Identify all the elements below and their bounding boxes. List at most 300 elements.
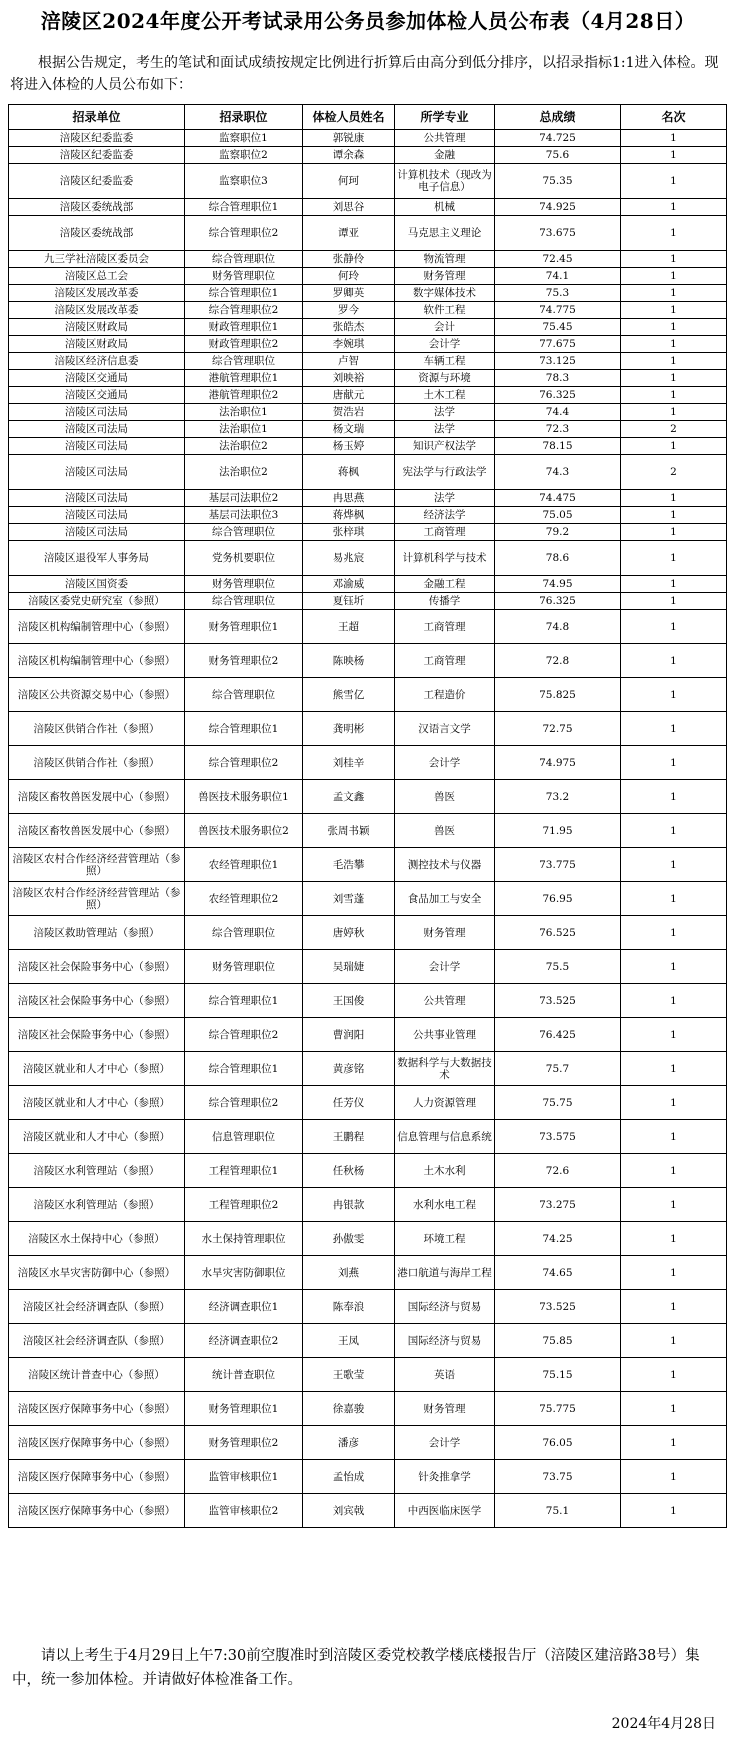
cell-rank: 1 [621, 1154, 727, 1188]
cell-score: 75.85 [495, 1324, 621, 1358]
cell-major: 机械 [395, 199, 495, 216]
cell-unit: 涪陵区机构编制管理中心（参照） [9, 610, 185, 644]
col-header-unit: 招录单位 [9, 105, 185, 130]
cell-major: 国际经济与贸易 [395, 1324, 495, 1358]
cell-unit: 涪陵区畜牧兽医发展中心（参照） [9, 780, 185, 814]
cell-score: 73.75 [495, 1460, 621, 1494]
cell-position: 工程管理职位2 [185, 1188, 303, 1222]
cell-major: 传播学 [395, 593, 495, 610]
cell-position: 综合管理职位2 [185, 1086, 303, 1120]
cell-rank: 1 [621, 916, 727, 950]
cell-name: 刘宾戟 [303, 1494, 395, 1528]
cell-name: 王凤 [303, 1324, 395, 1358]
cell-rank: 1 [621, 404, 727, 421]
cell-major: 数据科学与大数据技术 [395, 1052, 495, 1086]
table-row [9, 147, 727, 164]
table-row [9, 1460, 727, 1494]
cell-score: 74.1 [495, 268, 621, 285]
cell-score: 74.775 [495, 302, 621, 319]
cell-major: 金融 [395, 147, 495, 164]
cell-unit: 涪陵区交通局 [9, 387, 185, 404]
table-row [9, 336, 727, 353]
cell-unit: 涪陵区委统战部 [9, 199, 185, 216]
cell-major: 环境工程 [395, 1222, 495, 1256]
cell-unit: 涪陵区司法局 [9, 404, 185, 421]
cell-position: 综合管理职位1 [185, 285, 303, 302]
cell-major: 软件工程 [395, 302, 495, 319]
cell-position: 统计普查职位 [185, 1358, 303, 1392]
cell-rank: 1 [621, 814, 727, 848]
cell-major: 马克思主义理论 [395, 216, 495, 251]
cell-position: 港航管理职位2 [185, 387, 303, 404]
cell-position: 党务机要职位 [185, 541, 303, 576]
cell-score: 75.15 [495, 1358, 621, 1392]
cell-score: 74.475 [495, 490, 621, 507]
cell-name: 任芳仪 [303, 1086, 395, 1120]
cell-rank: 1 [621, 147, 727, 164]
cell-rank: 1 [621, 882, 727, 916]
cell-score: 75.7 [495, 1052, 621, 1086]
cell-position: 农经管理职位1 [185, 848, 303, 882]
cell-unit: 涪陵区机构编制管理中心（参照） [9, 644, 185, 678]
table-row [9, 490, 727, 507]
cell-major: 宪法学与行政法学 [395, 455, 495, 490]
cell-score: 74.65 [495, 1256, 621, 1290]
cell-major: 公共事业管理 [395, 1018, 495, 1052]
table-row [9, 404, 727, 421]
cell-score: 77.675 [495, 336, 621, 353]
table-row [9, 216, 727, 251]
table-row [9, 1392, 727, 1426]
cell-name: 刘思谷 [303, 199, 395, 216]
cell-position: 综合管理职位2 [185, 746, 303, 780]
table-row [9, 302, 727, 319]
cell-rank: 1 [621, 507, 727, 524]
cell-unit: 涪陵区纪委监委 [9, 147, 185, 164]
table-row [9, 1426, 727, 1460]
cell-score: 79.2 [495, 524, 621, 541]
cell-unit: 涪陵区社会保险事务中心（参照） [9, 984, 185, 1018]
table-row [9, 353, 727, 370]
cell-major: 经济法学 [395, 507, 495, 524]
cell-name: 蒋烨枫 [303, 507, 395, 524]
table-row [9, 164, 727, 199]
cell-name: 易兆宸 [303, 541, 395, 576]
cell-unit: 涪陵区供销合作社（参照） [9, 712, 185, 746]
cell-position: 信息管理职位 [185, 1120, 303, 1154]
cell-rank: 1 [621, 1392, 727, 1426]
cell-major: 土木水利 [395, 1154, 495, 1188]
cell-position: 综合管理职位 [185, 251, 303, 268]
cell-position: 基层司法职位3 [185, 507, 303, 524]
cell-major: 会计 [395, 319, 495, 336]
cell-position: 财务管理职位1 [185, 1392, 303, 1426]
cell-unit: 涪陵区社会保险事务中心（参照） [9, 950, 185, 984]
cell-rank: 1 [621, 285, 727, 302]
table-row [9, 593, 727, 610]
cell-major: 土木工程 [395, 387, 495, 404]
cell-score: 74.925 [495, 199, 621, 216]
table-row [9, 1290, 727, 1324]
cell-name: 熊雪亿 [303, 678, 395, 712]
cell-unit: 涪陵区发展改革委 [9, 302, 185, 319]
cell-major: 法学 [395, 421, 495, 438]
cell-position: 法治职位1 [185, 421, 303, 438]
cell-name: 张周书颖 [303, 814, 395, 848]
cell-position: 工程管理职位1 [185, 1154, 303, 1188]
cell-major: 金融工程 [395, 576, 495, 593]
cell-score: 76.95 [495, 882, 621, 916]
cell-unit: 涪陵区农村合作经济经营管理站（参照） [9, 848, 185, 882]
cell-rank: 2 [621, 421, 727, 438]
cell-name: 王超 [303, 610, 395, 644]
cell-score: 78.6 [495, 541, 621, 576]
cell-position: 财务管理职位 [185, 576, 303, 593]
cell-rank: 1 [621, 251, 727, 268]
cell-rank: 1 [621, 1256, 727, 1290]
table-row [9, 455, 727, 490]
cell-position: 监管审核职位2 [185, 1494, 303, 1528]
cell-score: 74.4 [495, 404, 621, 421]
cell-position: 综合管理职位 [185, 916, 303, 950]
cell-unit: 涪陵区就业和人才中心（参照） [9, 1052, 185, 1086]
cell-major: 人力资源管理 [395, 1086, 495, 1120]
cell-name: 刘燕 [303, 1256, 395, 1290]
cell-name: 吴瑞婕 [303, 950, 395, 984]
cell-position: 法治职位2 [185, 438, 303, 455]
cell-rank: 1 [621, 1324, 727, 1358]
cell-name: 任秋杨 [303, 1154, 395, 1188]
cell-major: 会计学 [395, 1426, 495, 1460]
cell-major: 工商管理 [395, 610, 495, 644]
cell-name: 蒋枫 [303, 455, 395, 490]
table-row [9, 507, 727, 524]
cell-score: 76.05 [495, 1426, 621, 1460]
cell-position: 财政管理职位2 [185, 336, 303, 353]
cell-position: 农经管理职位2 [185, 882, 303, 916]
cell-unit: 涪陵区财政局 [9, 319, 185, 336]
cell-unit: 涪陵区司法局 [9, 524, 185, 541]
cell-unit: 涪陵区水利管理站（参照） [9, 1154, 185, 1188]
cell-major: 水利水电工程 [395, 1188, 495, 1222]
cell-position: 财务管理职位2 [185, 644, 303, 678]
cell-unit: 涪陵区委党史研究室（参照） [9, 593, 185, 610]
cell-unit: 涪陵区退役军人事务局 [9, 541, 185, 576]
cell-major: 工商管理 [395, 644, 495, 678]
cell-rank: 1 [621, 848, 727, 882]
cell-unit: 涪陵区总工会 [9, 268, 185, 285]
cell-major: 法学 [395, 490, 495, 507]
cell-name: 冉银款 [303, 1188, 395, 1222]
cell-unit: 涪陵区司法局 [9, 438, 185, 455]
cell-name: 李婉琪 [303, 336, 395, 353]
cell-position: 法治职位2 [185, 455, 303, 490]
col-header-major: 所学专业 [395, 105, 495, 130]
cell-major: 会计学 [395, 746, 495, 780]
cell-name: 贺浩岩 [303, 404, 395, 421]
cell-rank: 1 [621, 1290, 727, 1324]
cell-name: 杨玉婷 [303, 438, 395, 455]
cell-score: 75.05 [495, 507, 621, 524]
cell-name: 徐嘉骏 [303, 1392, 395, 1426]
cell-name: 卢智 [303, 353, 395, 370]
cell-name: 陈映杨 [303, 644, 395, 678]
cell-major: 英语 [395, 1358, 495, 1392]
table-row [9, 285, 727, 302]
cell-position: 监察职位3 [185, 164, 303, 199]
publish-date: 2024年4月28日 [611, 1716, 716, 1732]
cell-major: 汉语言文学 [395, 712, 495, 746]
cell-unit: 涪陵区财政局 [9, 336, 185, 353]
cell-unit: 涪陵区社会保险事务中心（参照） [9, 1018, 185, 1052]
cell-unit: 涪陵区交通局 [9, 370, 185, 387]
table-row [9, 387, 727, 404]
cell-name: 张皓杰 [303, 319, 395, 336]
cell-unit: 涪陵区纪委监委 [9, 164, 185, 199]
cell-rank: 1 [621, 1120, 727, 1154]
table-header-row [9, 105, 727, 130]
cell-name: 孙傲雯 [303, 1222, 395, 1256]
table-row [9, 370, 727, 387]
cell-major: 中西医临床医学 [395, 1494, 495, 1528]
cell-score: 73.525 [495, 1290, 621, 1324]
cell-rank: 1 [621, 1426, 727, 1460]
cell-unit: 涪陵区公共资源交易中心（参照） [9, 678, 185, 712]
cell-unit: 涪陵区就业和人才中心（参照） [9, 1086, 185, 1120]
results-table [8, 104, 727, 1528]
table-row [9, 541, 727, 576]
cell-position: 水土保持管理职位 [185, 1222, 303, 1256]
cell-rank: 1 [621, 319, 727, 336]
cell-unit: 涪陵区水土保持中心（参照） [9, 1222, 185, 1256]
cell-score: 74.25 [495, 1222, 621, 1256]
cell-score: 76.325 [495, 593, 621, 610]
cell-score: 75.775 [495, 1392, 621, 1426]
cell-score: 75.5 [495, 950, 621, 984]
cell-rank: 1 [621, 353, 727, 370]
cell-rank: 1 [621, 524, 727, 541]
table-row [9, 882, 727, 916]
cell-rank: 2 [621, 455, 727, 490]
cell-position: 综合管理职位2 [185, 1018, 303, 1052]
cell-score: 75.1 [495, 1494, 621, 1528]
cell-rank: 1 [621, 130, 727, 147]
cell-score: 78.3 [495, 370, 621, 387]
cell-rank: 1 [621, 780, 727, 814]
cell-position: 水旱灾害防御职位 [185, 1256, 303, 1290]
cell-name: 张梓琪 [303, 524, 395, 541]
cell-name: 谭亚 [303, 216, 395, 251]
cell-major: 工程造价 [395, 678, 495, 712]
cell-major: 物流管理 [395, 251, 495, 268]
cell-name: 刘映裕 [303, 370, 395, 387]
cell-position: 综合管理职位2 [185, 302, 303, 319]
cell-position: 兽医技术服务职位1 [185, 780, 303, 814]
col-header-name: 体检人员姓名 [303, 105, 395, 130]
cell-rank: 1 [621, 336, 727, 353]
cell-unit: 涪陵区纪委监委 [9, 130, 185, 147]
cell-score: 76.325 [495, 387, 621, 404]
cell-unit: 涪陵区农村合作经济经营管理站（参照） [9, 882, 185, 916]
cell-unit: 涪陵区经济信息委 [9, 353, 185, 370]
cell-score: 73.775 [495, 848, 621, 882]
cell-rank: 1 [621, 370, 727, 387]
table-row [9, 746, 727, 780]
cell-major: 公共管理 [395, 984, 495, 1018]
cell-rank: 1 [621, 1494, 727, 1528]
cell-position: 财务管理职位1 [185, 610, 303, 644]
cell-rank: 1 [621, 541, 727, 576]
cell-major: 港口航道与海岸工程 [395, 1256, 495, 1290]
table-row [9, 1494, 727, 1528]
cell-score: 72.6 [495, 1154, 621, 1188]
cell-name: 唐献元 [303, 387, 395, 404]
cell-name: 孟文鑫 [303, 780, 395, 814]
intro-paragraph: 根据公告规定，考生的笔试和面试成绩按规定比例进行折算后由高分到低分排序，以招录指标1:1进入体检。现将进入体检的人员公布如下： [10, 55, 719, 93]
cell-rank: 1 [621, 1222, 727, 1256]
cell-score: 72.3 [495, 421, 621, 438]
cell-score: 74.725 [495, 130, 621, 147]
cell-name: 何珂 [303, 164, 395, 199]
cell-unit: 涪陵区司法局 [9, 421, 185, 438]
cell-score: 74.95 [495, 576, 621, 593]
cell-name: 王国俊 [303, 984, 395, 1018]
cell-position: 综合管理职位 [185, 678, 303, 712]
table-row [9, 1052, 727, 1086]
cell-rank: 1 [621, 712, 727, 746]
cell-name: 邓渝威 [303, 576, 395, 593]
cell-name: 罗今 [303, 302, 395, 319]
cell-position: 综合管理职位1 [185, 199, 303, 216]
cell-rank: 1 [621, 490, 727, 507]
cell-unit: 涪陵区水旱灾害防御中心（参照） [9, 1256, 185, 1290]
cell-score: 74.975 [495, 746, 621, 780]
table-row [9, 421, 727, 438]
cell-position: 监管审核职位1 [185, 1460, 303, 1494]
cell-major: 会计学 [395, 336, 495, 353]
cell-position: 经济调查职位1 [185, 1290, 303, 1324]
table-row [9, 1358, 727, 1392]
cell-score: 73.525 [495, 984, 621, 1018]
cell-score: 72.45 [495, 251, 621, 268]
cell-position: 综合管理职位1 [185, 1052, 303, 1086]
cell-position: 综合管理职位1 [185, 984, 303, 1018]
cell-name: 刘桂辛 [303, 746, 395, 780]
table-row [9, 814, 727, 848]
cell-major: 食品加工与安全 [395, 882, 495, 916]
cell-unit: 涪陵区救助管理站（参照） [9, 916, 185, 950]
col-header-score: 总成绩 [495, 105, 621, 130]
cell-position: 综合管理职位 [185, 524, 303, 541]
cell-major: 兽医 [395, 780, 495, 814]
cell-name: 郭锐康 [303, 130, 395, 147]
col-header-rank: 名次 [621, 105, 727, 130]
cell-rank: 1 [621, 678, 727, 712]
cell-rank: 1 [621, 1018, 727, 1052]
cell-major: 财务管理 [395, 916, 495, 950]
cell-score: 78.15 [495, 438, 621, 455]
table-row [9, 251, 727, 268]
cell-major: 财务管理 [395, 1392, 495, 1426]
table-row [9, 524, 727, 541]
cell-major: 计算机科学与技术 [395, 541, 495, 576]
col-header-position: 招录职位 [185, 105, 303, 130]
cell-position: 财务管理职位 [185, 268, 303, 285]
cell-unit: 涪陵区司法局 [9, 455, 185, 490]
cell-major: 计算机技术（现改为电子信息） [395, 164, 495, 199]
cell-name: 潘彦 [303, 1426, 395, 1460]
cell-position: 综合管理职位2 [185, 216, 303, 251]
cell-position: 综合管理职位1 [185, 712, 303, 746]
cell-unit: 涪陵区就业和人才中心（参照） [9, 1120, 185, 1154]
cell-name: 冉思燕 [303, 490, 395, 507]
table-row [9, 1154, 727, 1188]
cell-unit: 涪陵区发展改革委 [9, 285, 185, 302]
cell-position: 财政管理职位1 [185, 319, 303, 336]
cell-score: 76.425 [495, 1018, 621, 1052]
table-row [9, 610, 727, 644]
cell-major: 工商管理 [395, 524, 495, 541]
table-row [9, 1256, 727, 1290]
table-row [9, 1222, 727, 1256]
cell-name: 杨文瑞 [303, 421, 395, 438]
cell-name: 曹润阳 [303, 1018, 395, 1052]
table-body [9, 130, 727, 1528]
cell-major: 会计学 [395, 950, 495, 984]
cell-unit: 涪陵区司法局 [9, 507, 185, 524]
cell-rank: 1 [621, 216, 727, 251]
cell-major: 针灸推拿学 [395, 1460, 495, 1494]
cell-unit: 涪陵区委统战部 [9, 216, 185, 251]
cell-name: 罗卿英 [303, 285, 395, 302]
cell-position: 兽医技术服务职位2 [185, 814, 303, 848]
cell-name: 何玲 [303, 268, 395, 285]
cell-name: 唐婷秋 [303, 916, 395, 950]
cell-position: 财务管理职位2 [185, 1426, 303, 1460]
cell-unit: 涪陵区医疗保障事务中心（参照） [9, 1392, 185, 1426]
cell-rank: 1 [621, 576, 727, 593]
cell-position: 经济调查职位2 [185, 1324, 303, 1358]
cell-unit: 涪陵区医疗保障事务中心（参照） [9, 1426, 185, 1460]
cell-score: 75.825 [495, 678, 621, 712]
cell-position: 基层司法职位2 [185, 490, 303, 507]
cell-name: 毛浩攀 [303, 848, 395, 882]
cell-name: 陈奉浪 [303, 1290, 395, 1324]
cell-position: 综合管理职位 [185, 353, 303, 370]
cell-score: 73.2 [495, 780, 621, 814]
cell-score: 72.8 [495, 644, 621, 678]
cell-position: 监察职位2 [185, 147, 303, 164]
cell-major: 兽医 [395, 814, 495, 848]
table-row [9, 780, 727, 814]
cell-position: 监察职位1 [185, 130, 303, 147]
cell-rank: 1 [621, 1188, 727, 1222]
cell-major: 资源与环境 [395, 370, 495, 387]
cell-unit: 九三学社涪陵区委员会 [9, 251, 185, 268]
cell-score: 71.95 [495, 814, 621, 848]
cell-name: 王鹏程 [303, 1120, 395, 1154]
cell-position: 法治职位1 [185, 404, 303, 421]
cell-rank: 1 [621, 164, 727, 199]
cell-score: 73.575 [495, 1120, 621, 1154]
cell-rank: 1 [621, 644, 727, 678]
cell-major: 知识产权法学 [395, 438, 495, 455]
table-row [9, 199, 727, 216]
cell-name: 谭余森 [303, 147, 395, 164]
table-row [9, 1120, 727, 1154]
table-row [9, 268, 727, 285]
cell-unit: 涪陵区社会经济调查队（参照） [9, 1324, 185, 1358]
